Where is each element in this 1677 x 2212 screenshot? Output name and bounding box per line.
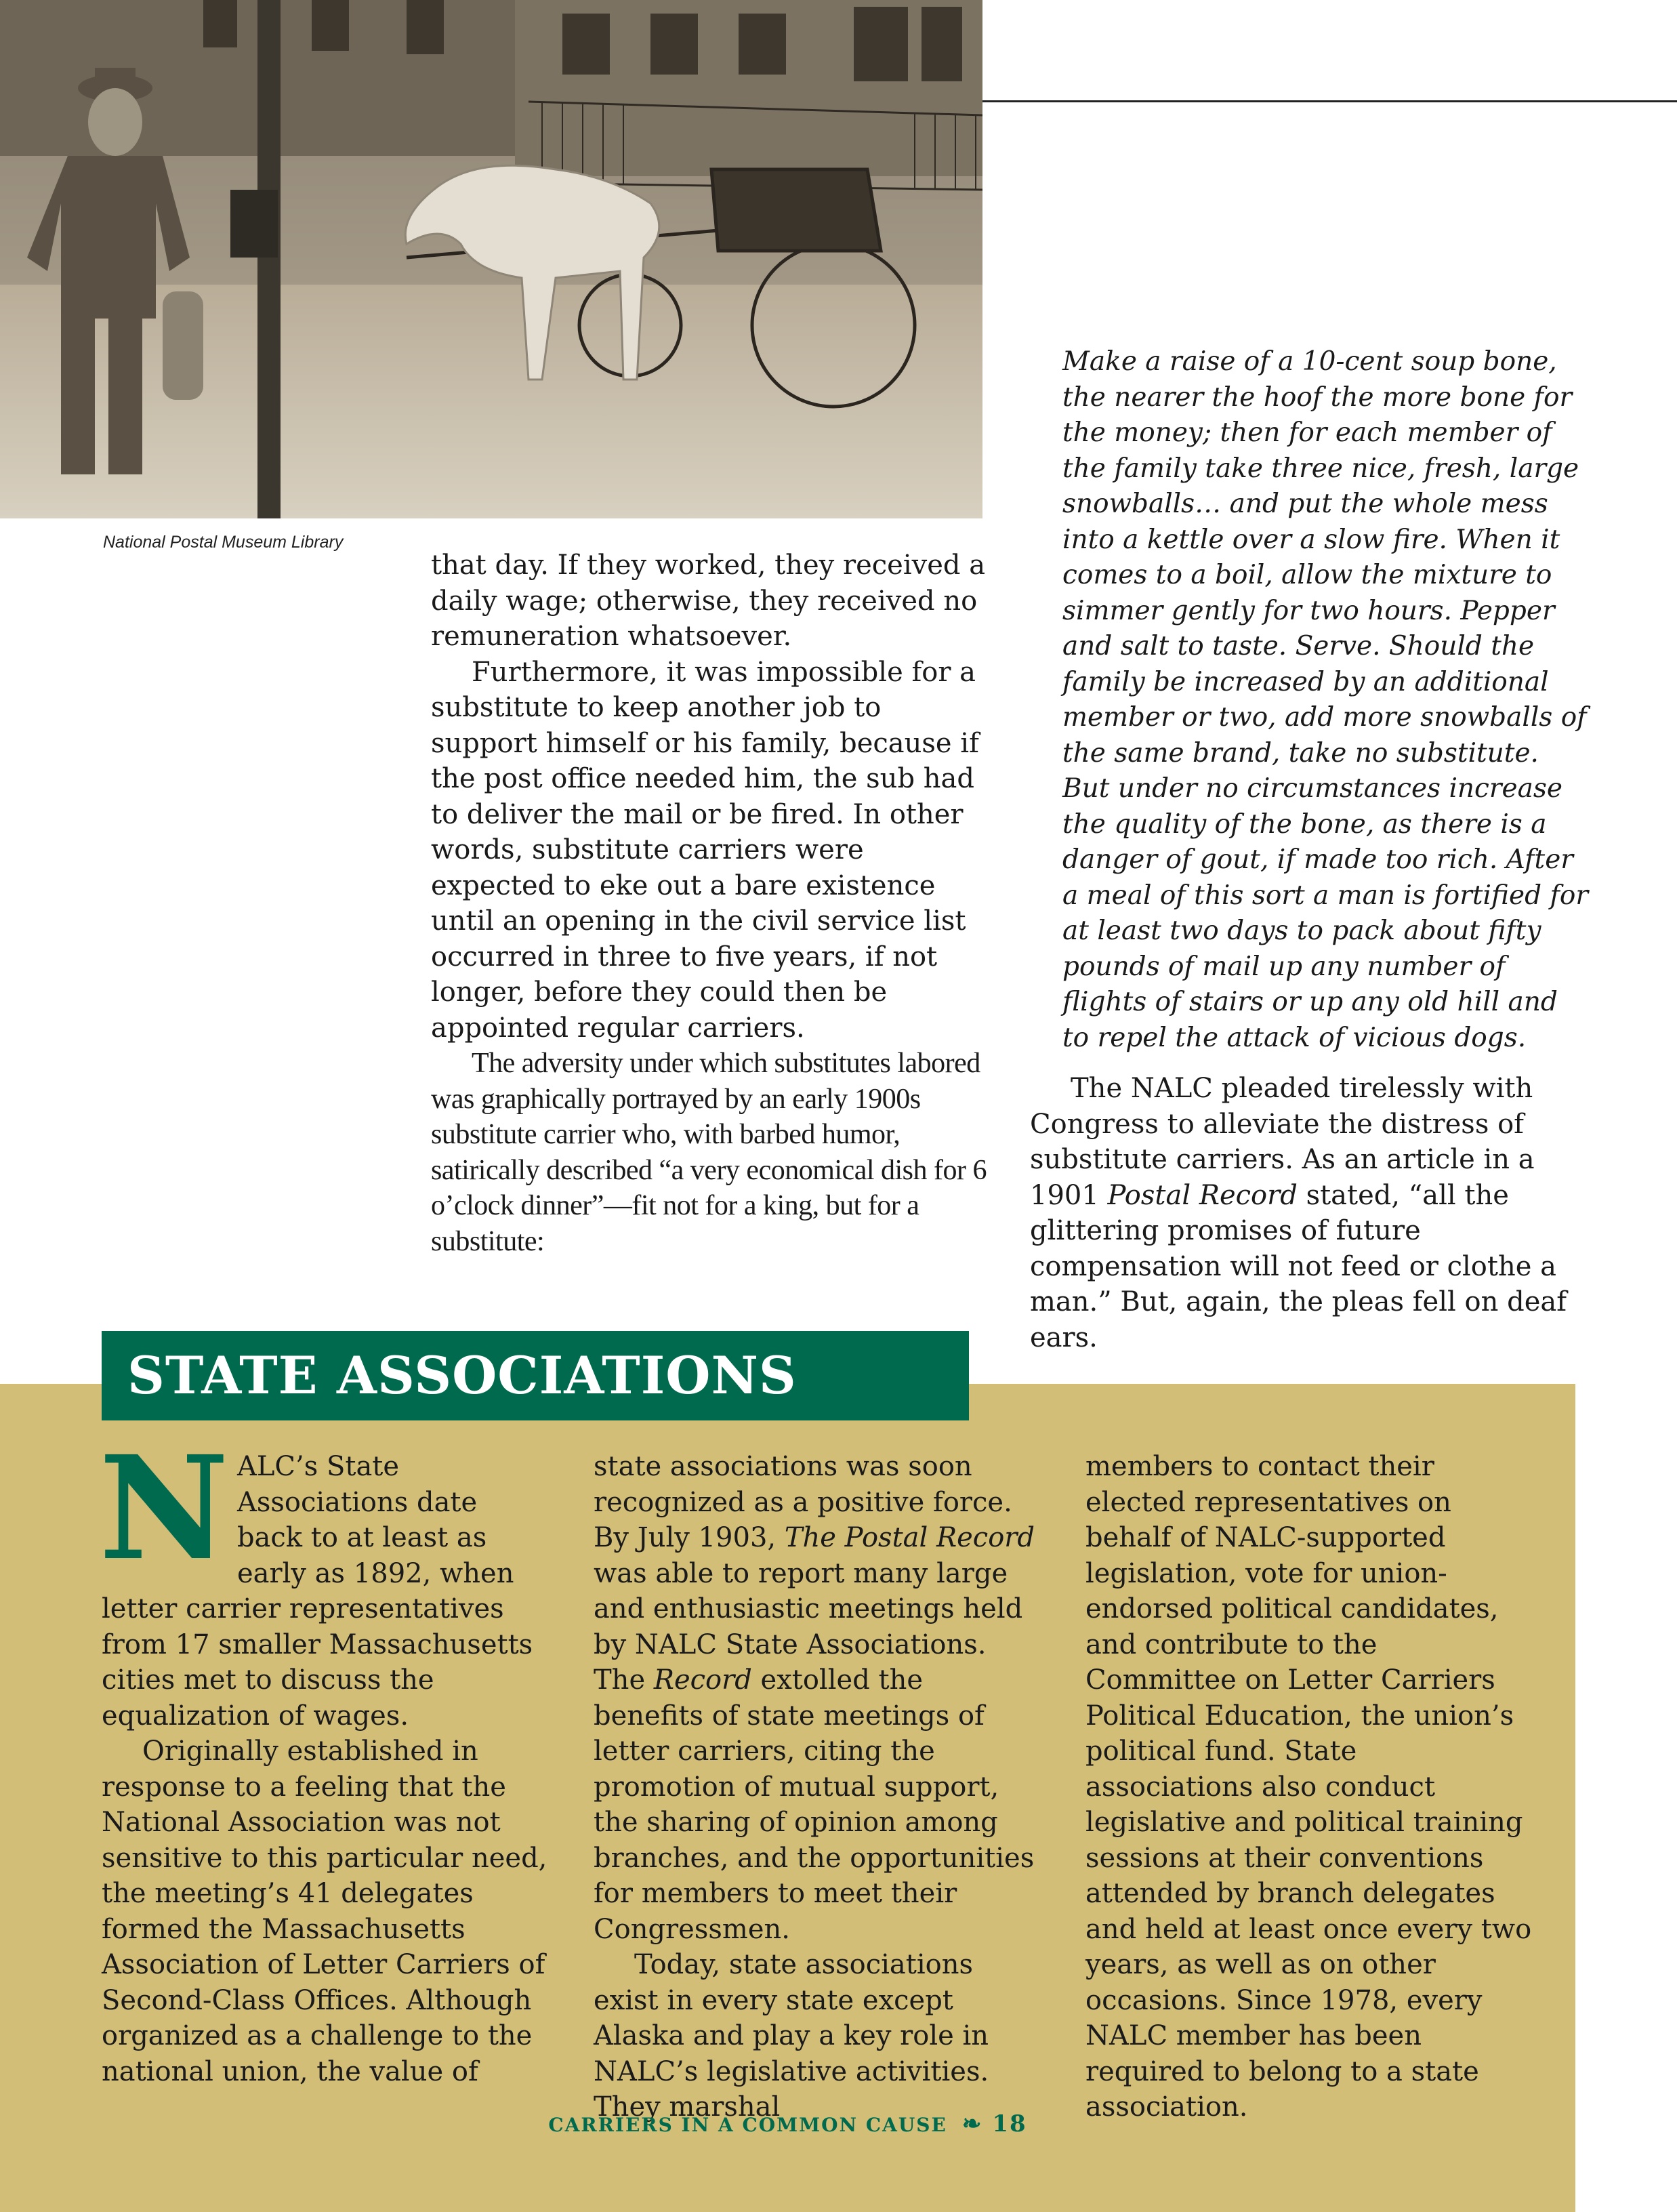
page-number: 18 (992, 2110, 1027, 2137)
drop-cap: N (99, 1425, 229, 1592)
left-body-column (431, 548, 987, 1259)
paragraph (99, 1425, 549, 1734)
section-heading: STATE ASSOCIATIONS (102, 1331, 969, 1420)
paragraph: members to contact their elected representatives on behalf of NALC-supported legislation, vote for union-endorsed political candidates, and contribute to the Committee on Letter Carriers Political Education, the union’s political fund. State associations also conduct legislative and political training sessions at their conventions attended by branch delegates and held at least once every two years, as well as on other occasions. Since 1978, every NALC member has been required to belong to a state association. (1085, 1451, 1532, 2123)
text-span: ALC’s State Associations date back to at least as early as 1892, when letter carrier representatives from 17 smaller Massachusetts cities met to discuss the equalization of wages. (102, 1451, 533, 1732)
paragraph: Originally established in response to a feeling that the National Association was not sensitive to this particular need, the meeting’s 41 delegates formed the Massachusetts Association of Letter Carriers of Second-Class Offices. Although organized as a challenge to the national union, the value of (102, 1736, 547, 2087)
paragraph: The adversity under which substitutes labored was graphically portrayed by an early 1900s substitute carrier who, with barbed humor, satirically described “a very economical dish for 6 o’clock dinner”—fit not for a king, but for a substitute: (431, 1048, 987, 1257)
fleuron-icon: ❧ (961, 2110, 983, 2137)
paragraph: Furthermore, it was impossible for a substitute to keep another job to support himself or his family, because if the post office needed him, the sub had to deliver the mail or be fired. In other words, substitute carriers were expected to eke out a bare existence until an opening in the civil service list occurred in three to five years, if not longer, before they could then be appointed regular carriers. (431, 656, 979, 1044)
text-span: stated, “all the glittering promises of future compensation will not feed or clothe a man.” But, again, the pleas fell on deaf ears. (1030, 1179, 1567, 1353)
text-span: extolled the benefits of state meetings of letter carriers, citing the promotion of mutual support, the sharing of opinion among branches, and the opportunities for members to meet their Congressmen. (594, 1664, 1035, 1945)
publication-title: Record (653, 1664, 752, 1696)
text-span: state associations was soon recognized as a positive force. By July 1903, (594, 1451, 1012, 1553)
paragraph (594, 1449, 1041, 1947)
right-body-column (1030, 344, 1592, 1355)
publication-title: The Postal Record (784, 1522, 1035, 1553)
publication-title: Postal Record (1107, 1179, 1298, 1211)
block-quote: Make a raise of a 10-cent soup bone, the nearer the hoof the more bone for the money; then for each member of the family take three nice, fresh, large snowballs… and put the whole mess into a kettle over a slow fire. When it comes to a boil, allow the mixture to simmer gently for two hours. Pepper and salt to taste. Serve. Should the family be increased by an additional member or two, add more snowballs of the same brand, take no substitute. But under no circumstances increase the quality of the bone, as there is a danger of gout, if made too rich. After a meal of this sort a man is fortified for at least two days to pack about fifty pounds of mail up any number of flights of stairs or up any old hill and to repel the attack of vicious dogs. (1062, 346, 1589, 1053)
page-footer (0, 2110, 1575, 2137)
section-column-3 (1085, 1449, 1533, 2125)
historic-photo (0, 0, 982, 518)
paragraph (1030, 1071, 1592, 1355)
divider-rule (982, 100, 1677, 102)
section-column-1 (99, 1425, 549, 2089)
paragraph: Today, state associations exist in every state except Alaska and play a key role in NALC’s legislative activities. They marshal (594, 1949, 989, 2123)
paragraph: that day. If they worked, they received a daily wage; otherwise, they received no remuneration whatsoever. (431, 550, 986, 652)
text-span: The NALC pleaded tirelessly with Congress to alleviate the distress of substitute carriers. As an article in a 1901 (1030, 1073, 1535, 1211)
section-column-2 (594, 1449, 1041, 2125)
photo-credit: National Postal Museum Library (103, 533, 344, 552)
text-span: was able to report many large and enthusiastic meetings held by NALC State Associations. The (594, 1557, 1023, 1696)
footer-title: CARRIERS IN A COMMON CAUSE (548, 2114, 947, 2136)
